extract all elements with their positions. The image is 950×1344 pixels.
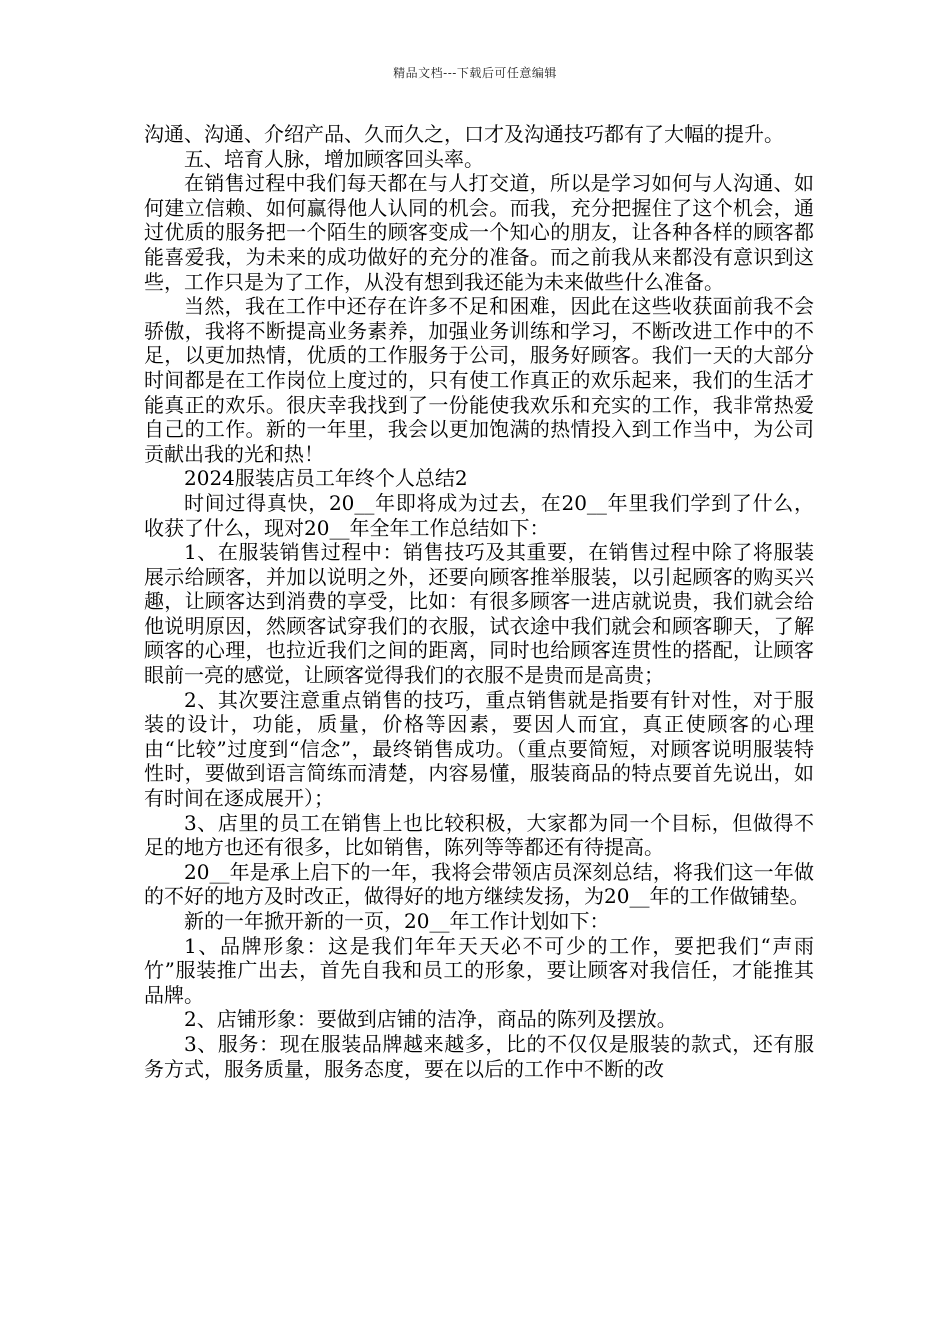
paragraph: 在销售过程中我们每天都在与人打交道，所以是学习如何与人沟通、如何建立信赖、如何赢得他人认同的机会。而我，充分把握住了这个机会，通过优质的服务把一个陌生的顾客变成一个知心的朋友，让各种各样的顾客都能喜爱我，为未来的成功做好的充分的准备。而之前我从来都没有意识到这些，工作只是为了工作，从没有想到我还能为未来做些什么准备。 (144, 171, 814, 294)
paragraph: 2、店铺形象：要做到店铺的洁净，商品的陈列及摆放。 (184, 1007, 677, 1032)
section-heading: 五、培育人脉，增加顾客回头率。 (184, 146, 484, 171)
paragraph: 3、店里的员工在销售上也比较积极，大家都为同一个目标，但做得不足的地方也还有很多，比如销售，陈列等等都还有待提高。 (144, 810, 814, 860)
paragraph: 当然，我在工作中还存在许多不足和困难，因此在这些收获面前我不会骄傲，我将不断提高业务素养，加强业务训练和学习，不断改进工作中的不足，以更加热情，优质的工作服务于公司，服务好顾客。我们一天的大部分时间都是在工作岗位上度过的，只有使工作真正的欢乐起来，我们的生活才能真正的欢乐。很庆幸我找到了一份能使我欢乐和充实的工作，我非常热爱自己的工作。新的一年里，我会以更加饱满的热情投入到工作当中，为公司贡献出我的光和热！ (144, 294, 814, 466)
paragraph: 1、在服装销售过程中：销售技巧及其重要，在销售过程中除了将服装展示给顾客，并加以说明之外，还要向顾客推举服装，以引起顾客的购买兴趣，让顾客达到消费的享受，比如：有很多顾客一进店就说贵，我们就会给他说明原因，然顾客试穿我们的衣服，试衣途中我们就会和顾客聊天，了解顾客的心理，也拉近我们之间的距离，同时也给顾客连贯性的搭配，让顾客眼前一亮的感觉，让顾客觉得我们的衣服不是贵而是高贵； (144, 540, 814, 688)
paragraph: 20__年是承上启下的一年，我将会带领店员深刻总结，将我们这一年做的不好的地方及时改正，做得好的地方继续发扬，为20__年的工作做铺垫。 (144, 859, 814, 909)
paragraph: 2、其次要注意重点销售的技巧，重点销售就是指要有针对性，对于服装的设计，功能，质量，价格等因素，要因人而宜，真正使顾客的心理由“比较”过度到“信念”，最终销售成功。（重点要简短，对顾客说明服装特性时，要做到语言简练而清楚，内容易懂，服装商品的特点要首先说出，如有时间在逐成展开）； (144, 687, 814, 811)
paragraph: 1、品牌形象：这是我们年年天天必不可少的工作，要把我们“声雨竹”服装推广出去，首先自我和员工的形象，要让顾客对我信任，才能推其品牌。 (144, 933, 814, 1007)
paragraph: 时间过得真快，20__年即将成为过去，在20__年里我们学到了什么，收获了什么，现对20__年全年工作总结如下： (144, 490, 814, 540)
paragraph: 新的一年掀开新的一页，20__年工作计划如下： (184, 909, 610, 933)
page-header: 精品文档---下载后可任意编辑 (393, 66, 557, 80)
section-title: 2024服装店员工年终个人总结2 (184, 466, 468, 491)
document-body (144, 122, 814, 1081)
paragraph: 沟通、沟通、介绍产品、久而久之，口才及沟通技巧都有了大幅的提升。 (144, 122, 784, 146)
paragraph: 3、服务：现在服装品牌越来越多，比的不仅仅是服装的款式，还有服务方式，服务质量，服务态度，要在以后的工作中不断的改 (144, 1031, 814, 1081)
